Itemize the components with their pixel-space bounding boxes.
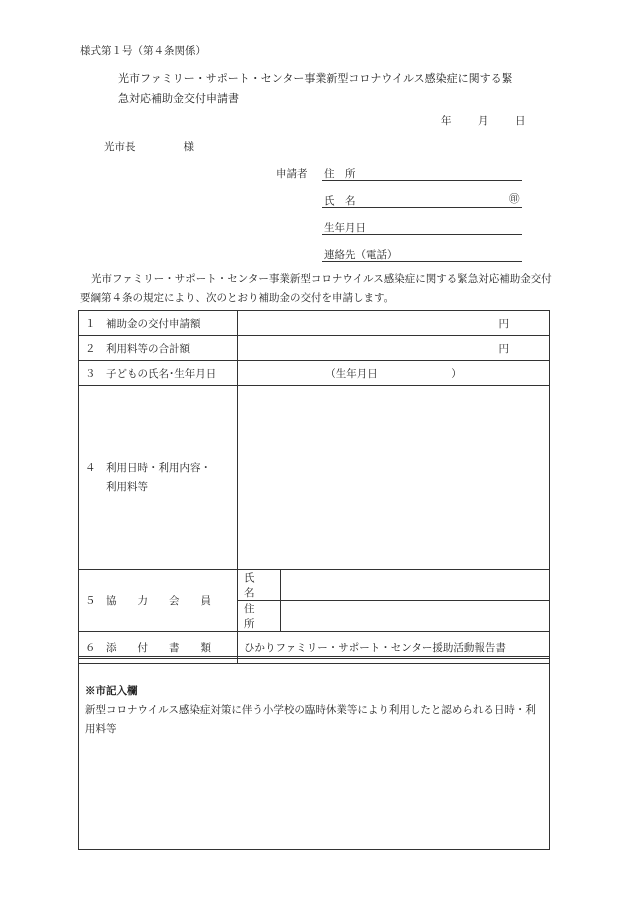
date-month: 月 xyxy=(478,115,489,127)
intro-text: 光市ファミリー・サポート・センター事業新型コロナウイルス感染症に関する緊急対応補助金交付要綱第４条の規定により、次のとおり補助金の交付を申請します。 xyxy=(80,273,552,304)
member-address-label: 住 所 xyxy=(238,601,281,632)
addressee xyxy=(104,139,194,154)
usage-fee-total-field[interactable]: 円 xyxy=(238,336,550,361)
table-row xyxy=(79,311,550,336)
city-use-description: 新型コロナウイルス感染症対策に伴う小学校の臨時休業等により利用したと認められる日時・利用料等 xyxy=(85,704,536,735)
member-name-field[interactable] xyxy=(281,570,550,601)
document-title: 光市ファミリー・サポート・センター事業新型コロナウイルス感染症に関する緊急対応補助金交付申請書 xyxy=(118,72,513,105)
child-info-label: ３ 子どもの氏名･生年月日 xyxy=(79,361,238,386)
date-line xyxy=(441,113,552,128)
applicant-contact-label: 連絡先（電話） xyxy=(324,249,398,261)
table-row xyxy=(79,570,550,601)
table-row xyxy=(79,361,550,386)
table-row xyxy=(79,386,550,570)
application-table xyxy=(78,310,550,664)
attachments-value: ひかりファミリー・サポート・センター援助活動報告書 xyxy=(238,632,550,664)
applicant-name-field[interactable] xyxy=(322,207,522,208)
table-row xyxy=(79,336,550,361)
subsidy-amount-label: １ 補助金の交付申請額 xyxy=(79,311,238,336)
usage-fee-total-label: ２ 利用料等の合計額 xyxy=(79,336,238,361)
addressee-mayor: 光市長 xyxy=(104,141,136,153)
applicant-address-label: 住 所 xyxy=(324,168,356,180)
attachments-label: ６ 添 付 書 類 xyxy=(79,632,238,664)
form-number: 様式第１号（第４条関係） xyxy=(80,45,206,57)
usage-details-field[interactable] xyxy=(238,386,550,570)
date-year: 年 xyxy=(441,115,452,127)
applicant-dob-label: 生年月日 xyxy=(324,222,366,234)
applicant-dob-field[interactable] xyxy=(322,234,522,235)
cooperating-member-label: ５ 協 力 会 員 xyxy=(79,570,238,632)
member-address-field[interactable] xyxy=(281,601,550,632)
city-use-box[interactable] xyxy=(78,656,550,850)
applicant-name-label: 氏 名 xyxy=(324,195,356,207)
date-day: 日 xyxy=(515,115,526,127)
applicant-contact-field[interactable] xyxy=(322,261,522,262)
seal-mark: ㊞ xyxy=(509,193,520,205)
member-name-label: 氏 名 xyxy=(238,570,281,601)
subsidy-amount-field[interactable]: 円 xyxy=(238,311,550,336)
applicant-address-field[interactable] xyxy=(322,180,522,181)
applicant-label: 申請者 xyxy=(276,168,308,180)
addressee-honorific: 様 xyxy=(183,141,194,153)
usage-details-label: ４ 利用日時・利用内容・ 利用料等 xyxy=(79,386,238,570)
city-use-heading: ※市記入欄 xyxy=(85,685,138,697)
child-info-field[interactable]: （生年月日 ） xyxy=(238,361,550,386)
